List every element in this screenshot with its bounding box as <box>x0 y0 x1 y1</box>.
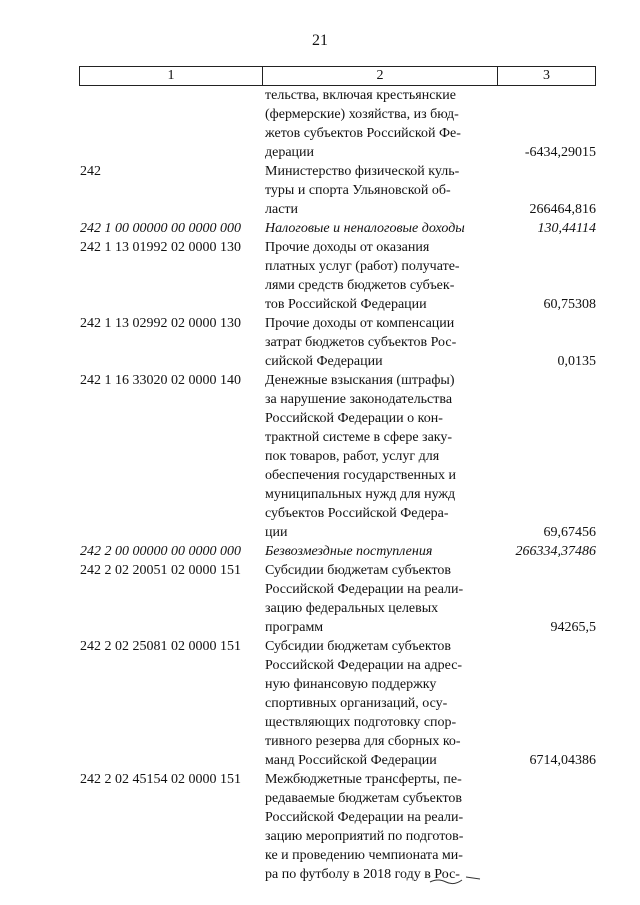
description-line: Безвозмездные поступления <box>265 544 433 559</box>
row-code: 242 <box>80 164 101 179</box>
description-line: муниципальных нужд для нужд <box>265 487 456 502</box>
description-line: ществляющих подготовку спор- <box>265 715 457 730</box>
description-line: сийской Федерации <box>265 354 383 369</box>
row-amount: 6714,04386 <box>529 753 596 768</box>
column-header-2: 2 <box>263 67 498 85</box>
row-amount: 266464,816 <box>529 202 596 217</box>
description-line: ласти <box>265 202 299 217</box>
description-line: жетов субъектов Российской Фе- <box>265 126 461 141</box>
table-row <box>0 542 640 561</box>
description-line: редаваемые бюджетам субъектов <box>265 791 462 806</box>
description-line: манд Российской Федерации <box>265 753 437 768</box>
row-amount: 130,44114 <box>537 221 596 236</box>
row-code: 242 2 00 00000 00 0000 000 <box>80 544 241 559</box>
table-row <box>0 561 640 637</box>
table-row <box>0 238 640 314</box>
description-line: (фермерские) хозяйства, из бюд- <box>265 107 459 122</box>
description-line: ке и проведению чемпионата ми- <box>265 848 463 863</box>
description-line: лями средств бюджетов субъек- <box>265 278 455 293</box>
row-code: 242 1 13 01992 02 0000 130 <box>80 240 241 255</box>
description-line: туры и спорта Ульяновской об- <box>265 183 451 198</box>
signature-mark <box>428 872 488 888</box>
description-line: за нарушение законодательства <box>265 392 453 407</box>
description-line: Денежные взыскания (штрафы) <box>265 373 455 388</box>
row-description <box>265 561 483 637</box>
description-line: трактной системе в сфере заку- <box>265 430 453 445</box>
row-code: 242 1 16 33020 02 0000 140 <box>80 373 241 388</box>
row-amount: 60,75308 <box>543 297 596 312</box>
row-description <box>265 162 483 219</box>
table-row <box>0 371 640 542</box>
description-line: дерации <box>265 145 315 160</box>
row-description <box>265 770 483 884</box>
row-code: 242 2 02 25081 02 0000 151 <box>80 639 241 654</box>
row-description <box>265 371 483 542</box>
description-line: зацию мероприятий по подготов- <box>265 829 464 844</box>
description-line: субъектов Российской Федера- <box>265 506 449 521</box>
row-amount: 94265,5 <box>550 620 596 635</box>
row-amount: 0,0135 <box>557 354 596 369</box>
row-code: 242 2 02 20051 02 0000 151 <box>80 563 241 578</box>
description-line: тельства, включая крестьянские <box>265 88 456 103</box>
description-line: Российской Федерации о кон- <box>265 411 443 426</box>
row-description <box>265 219 483 238</box>
row-code: 242 1 13 02992 02 0000 130 <box>80 316 241 331</box>
row-description <box>265 314 483 371</box>
description-line: ную финансовую поддержку <box>265 677 437 692</box>
table-row <box>0 637 640 770</box>
description-line: Прочие доходы от компенсации <box>265 316 455 331</box>
description-line: ции <box>265 525 288 540</box>
table-row <box>0 770 640 884</box>
description-line: Российской Федерации на реали- <box>265 810 464 825</box>
row-description <box>265 86 483 162</box>
description-line: Российской Федерации на адрес- <box>265 658 463 673</box>
description-line: Налоговые и неналоговые доходы <box>265 221 465 236</box>
description-line: пок товаров, работ, услуг для <box>265 449 440 464</box>
description-line: тов Российской Федерации <box>265 297 427 312</box>
row-description <box>265 637 483 770</box>
column-header-row <box>79 66 596 86</box>
description-line: Субсидии бюджетам субъектов <box>265 639 452 654</box>
description-line: зацию федеральных целевых <box>265 601 439 616</box>
table-row <box>0 219 640 238</box>
description-line: ра по футболу в 2018 году в Рос- <box>265 867 460 882</box>
description-line: платных услуг (работ) получате- <box>265 259 460 274</box>
description-line: Министерство физической куль- <box>265 164 460 179</box>
row-code: 242 1 00 00000 00 0000 000 <box>80 221 241 236</box>
table-row <box>0 86 640 162</box>
table-row <box>0 162 640 219</box>
row-description <box>265 542 483 561</box>
column-header-1: 1 <box>80 67 263 85</box>
row-code: 242 2 02 45154 02 0000 151 <box>80 772 241 787</box>
description-line: спортивных организаций, осу- <box>265 696 448 711</box>
column-header-3: 3 <box>543 68 550 83</box>
table-row <box>0 314 640 371</box>
row-amount: 266334,37486 <box>515 544 596 559</box>
description-line: Прочие доходы от оказания <box>265 240 430 255</box>
description-line: затрат бюджетов субъектов Рос- <box>265 335 457 350</box>
row-amount: 69,67456 <box>543 525 596 540</box>
description-line: обеспечения государственных и <box>265 468 456 483</box>
description-line: программ <box>265 620 324 635</box>
description-line: Российской Федерации на реали- <box>265 582 464 597</box>
budget-rows <box>0 86 640 884</box>
row-amount: -6434,29015 <box>524 145 596 160</box>
description-line: тивного резерва для сборных ко- <box>265 734 461 749</box>
description-line: Межбюджетные трансферты, пе- <box>265 772 462 787</box>
description-line: Субсидии бюджетам субъектов <box>265 563 452 578</box>
page-number: 21 <box>312 32 328 49</box>
row-description <box>265 238 483 314</box>
